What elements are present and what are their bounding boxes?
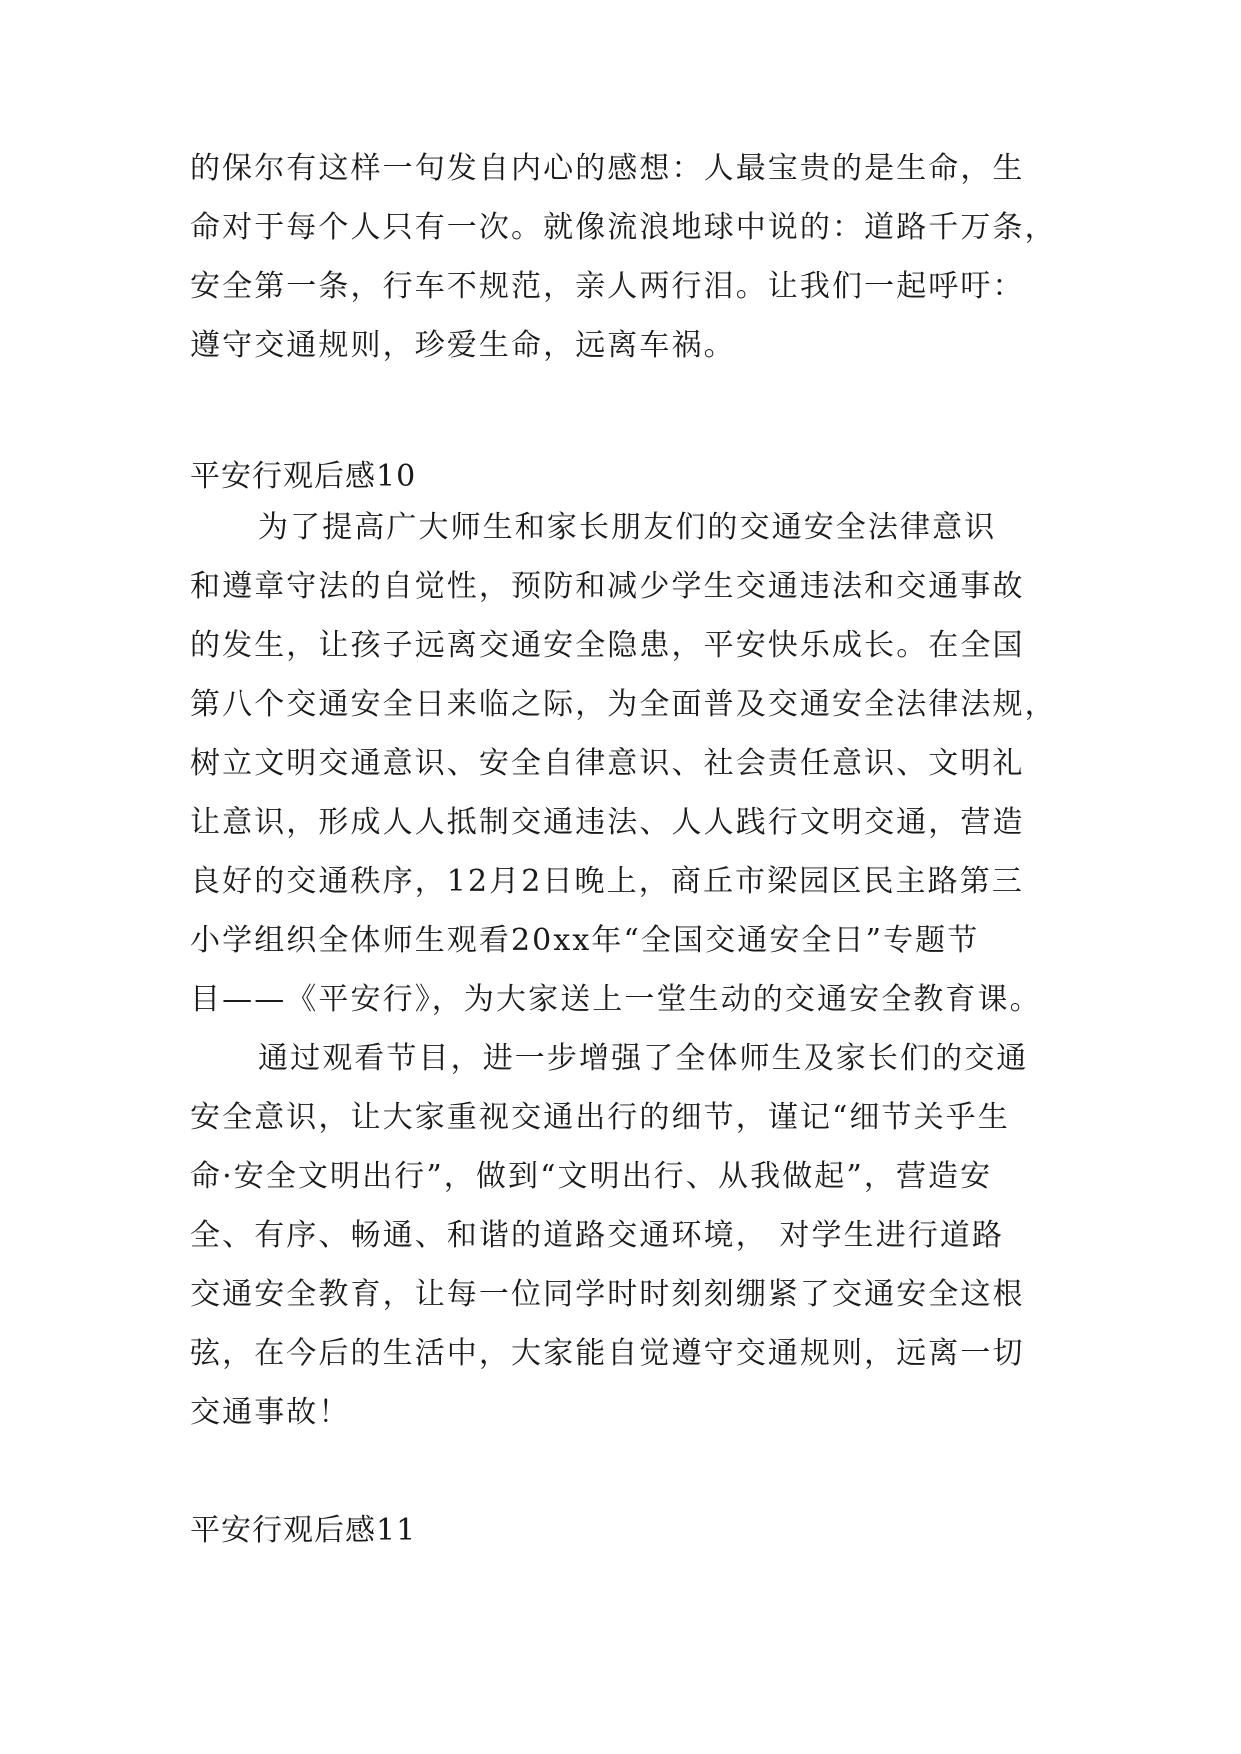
text-line: 让意识，形成人人抵制交通违法、人人践行文明交通，营造	[190, 805, 1025, 840]
text-line: 和遵章守法的自觉性，预防和减少学生交通违法和交通事故	[190, 569, 1025, 604]
text-line: 小学组织全体师生观看20xx年“全国交通安全日”专题节	[190, 923, 980, 958]
text-line: 良好的交通秩序，12月2日晚上，商丘市梁园区民主路第三	[190, 864, 1024, 899]
text-line: 目——《平安行》，为大家送上一堂生动的交通安全教育课。	[190, 982, 1042, 1017]
paragraph-continuation	[190, 139, 1070, 375]
section10-paragraph-1	[190, 498, 1070, 1029]
text-line: 树立文明交通意识、安全自律意识、社会责任意识、文明礼	[190, 746, 1025, 781]
text-line: 交通安全教育，让每一位同学时时刻刻绷紧了交通安全这根	[190, 1277, 1025, 1312]
text-line: 命对于每个人只有一次。就像流浪地球中说的：道路千万条，	[190, 210, 1057, 245]
text-line: 安全第一条，行车不规范，亲人两行泪。让我们一起呼吁：	[190, 269, 1025, 304]
text-line: 全、有序、畅通、和谐的道路交通环境， 对学生进行道路	[190, 1218, 1005, 1253]
text-line: 遵守交通规则，珍爱生命，远离车祸。	[190, 328, 736, 363]
text-line: 交通事故！	[190, 1395, 351, 1430]
text-line: 弦，在今后的生活中，大家能自觉遵守交通规则，远离一切	[190, 1336, 1025, 1371]
text-line: 安全意识，让大家重视交通出行的细节，谨记“细节关乎生	[190, 1100, 1010, 1135]
text-line: 的保尔有这样一句发自内心的感想：人最宝贵的是生命，生	[190, 151, 1025, 186]
text-line: 为了提高广大师生和家长朋友们的交通安全法律意识	[258, 510, 997, 545]
section-heading-11: 平安行观后感11	[190, 1513, 417, 1548]
text-line: 的发生，让孩子远离交通安全隐患，平安快乐成长。在全国	[190, 628, 1025, 663]
text-line: 通过观看节目，进一步增强了全体师生及家长们的交通	[258, 1041, 1029, 1076]
text-line: 命·安全文明出行”，做到“文明出行、从我做起”，营造安	[190, 1159, 993, 1194]
text-line: 第八个交通安全日来临之际，为全面普及交通安全法律法规，	[190, 687, 1057, 722]
section-heading-10: 平安行观后感10	[190, 459, 417, 494]
section10-paragraph-2	[190, 1029, 1070, 1442]
